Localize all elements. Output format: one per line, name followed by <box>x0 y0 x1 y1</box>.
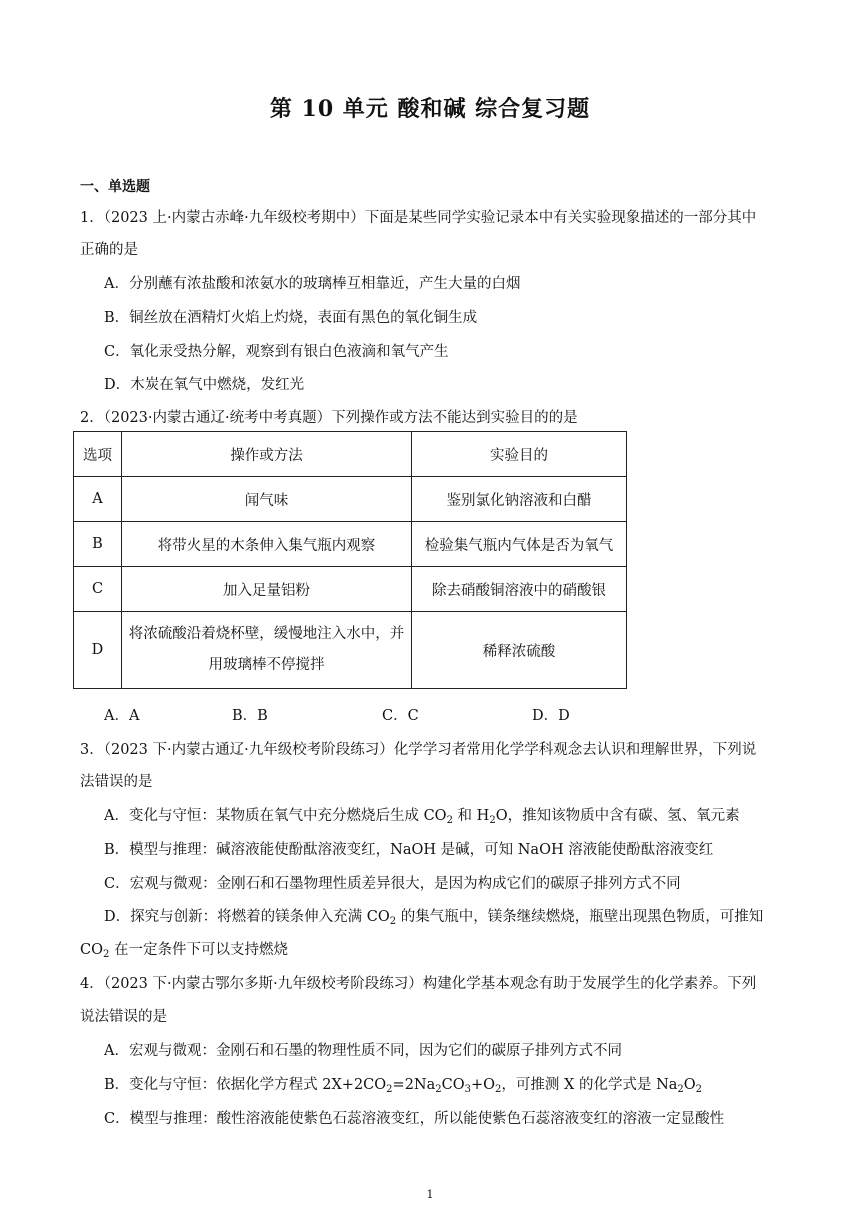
table-cell: C <box>74 567 122 612</box>
table-cell: 检验集气瓶内气体是否为氧气 <box>412 522 627 567</box>
q4-option-a: A．宏观与微观：金刚石和石墨的物理性质不同，因为它们的碳原子排列方式不同 <box>104 1043 622 1059</box>
q2-answer-d: D．D <box>532 708 570 724</box>
section-heading: 一、单选题 <box>80 179 150 195</box>
q3-option-c: C．宏观与微观：金刚石和石墨物理性质差异很大，是因为构成它们的碳原子排列方式不同 <box>104 876 681 892</box>
table-header-cell: 操作或方法 <box>122 432 412 477</box>
q1-stem-line2: 正确的是 <box>80 242 138 258</box>
q2-answer-a: A．A <box>104 708 140 724</box>
q3-option-a: A．变化与守恒：某物质在氧气中充分燃烧后生成 $CO_2$ 和 $H_2O$，推知该物质中含有碳、氢、氧元素 <box>104 808 740 826</box>
q4-option-c: C．模型与推理：酸性溶液能使紫色石蕊溶液变红，所以能使紫色石蕊溶液变红的溶液一定显酸性 <box>104 1111 725 1127</box>
q4-stem-line2: 说法错误的是 <box>80 1009 167 1025</box>
table-cell: 闻气味 <box>122 477 412 522</box>
q4-stem-line1: 4．（2023 下·内蒙古鄂尔多斯·九年级校考阶段练习）构建化学基本观念有助于发展学生的化学素养。下列 <box>80 976 757 992</box>
table-cell: D <box>74 612 122 689</box>
table-header-cell: 选项 <box>74 432 122 477</box>
table-cell: 稀释浓硫酸 <box>412 612 627 689</box>
page-title: 第 10 单元 酸和碱 综合复习题 <box>269 96 591 122</box>
table-cell: B <box>74 522 122 567</box>
table-cell: 将带火星的木条伸入集气瓶内观察 <box>122 522 412 567</box>
q2-answer-b: B．B <box>232 708 268 724</box>
table-cell: A <box>74 477 122 522</box>
table-row <box>74 612 627 689</box>
table-cell: 除去硝酸铜溶液中的硝酸银 <box>412 567 627 612</box>
q3-option-d: D．探究与创新：将燃着的镁条伸入充满 $CO_2$ 的集气瓶中，镁条继续燃烧，瓶壁出现黑色物质，可推知 <box>104 909 764 927</box>
q2-table <box>73 431 627 689</box>
table-row <box>74 567 627 612</box>
table-cell: 加入足量铝粉 <box>122 567 412 612</box>
q1-stem-line1: 1．（2023 上·内蒙古赤峰·九年级校考期中）下面是某些同学实验记录本中有关实验现象描述的一部分其中 <box>80 210 757 226</box>
q1-option-a: A．分别蘸有浓盐酸和浓氨水的玻璃棒互相靠近，产生大量的白烟 <box>104 276 521 292</box>
q3-option-d-line2: $CO_2$ 在一定条件下可以支持燃烧 <box>80 942 288 960</box>
q1-option-d: D．木炭在氧气中燃烧，发红光 <box>104 377 305 393</box>
table-header-cell: 实验目的 <box>412 432 627 477</box>
table-row <box>74 522 627 567</box>
table-row <box>74 477 627 522</box>
q1-option-b: B．铜丝放在酒精灯火焰上灼烧，表面有黑色的氧化铜生成 <box>104 310 478 326</box>
q2-stem: 2．（2023·内蒙古通辽·统考中考真题）下列操作或方法不能达到实验目的的是 <box>80 410 578 426</box>
q2-answer-c: C．C <box>382 708 419 724</box>
q4-option-b: B．变化与守恒：依据化学方程式 $2X+2CO_2=2Na_2CO_3+O_2$，可推测 X 的化学式是 $Na_2O_2$ <box>104 1077 703 1095</box>
table-cell: 将浓硫酸沿着烧杯壁，缓慢地注入水中，并用玻璃棒不停搅拌 <box>122 612 412 689</box>
q3-stem-line1: 3．（2023 下·内蒙古通辽·九年级校考阶段练习）化学学习者常用化学学科观念去认识和理解世界，下列说 <box>80 742 757 758</box>
q1-option-c: C．氧化汞受热分解，观察到有银白色液滴和氧气产生 <box>104 344 449 360</box>
page-number: 1 <box>426 1188 434 1201</box>
table-cell: 鉴别氯化钠溶液和白醋 <box>412 477 627 522</box>
table-header-row <box>74 432 627 477</box>
q3-stem-line2: 法错误的是 <box>80 774 153 790</box>
q3-option-b: B．模型与推理：碱溶液能使酚酞溶液变红，NaOH 是碱，可知 NaOH 溶液能使酚酞溶液变红 <box>104 842 714 858</box>
